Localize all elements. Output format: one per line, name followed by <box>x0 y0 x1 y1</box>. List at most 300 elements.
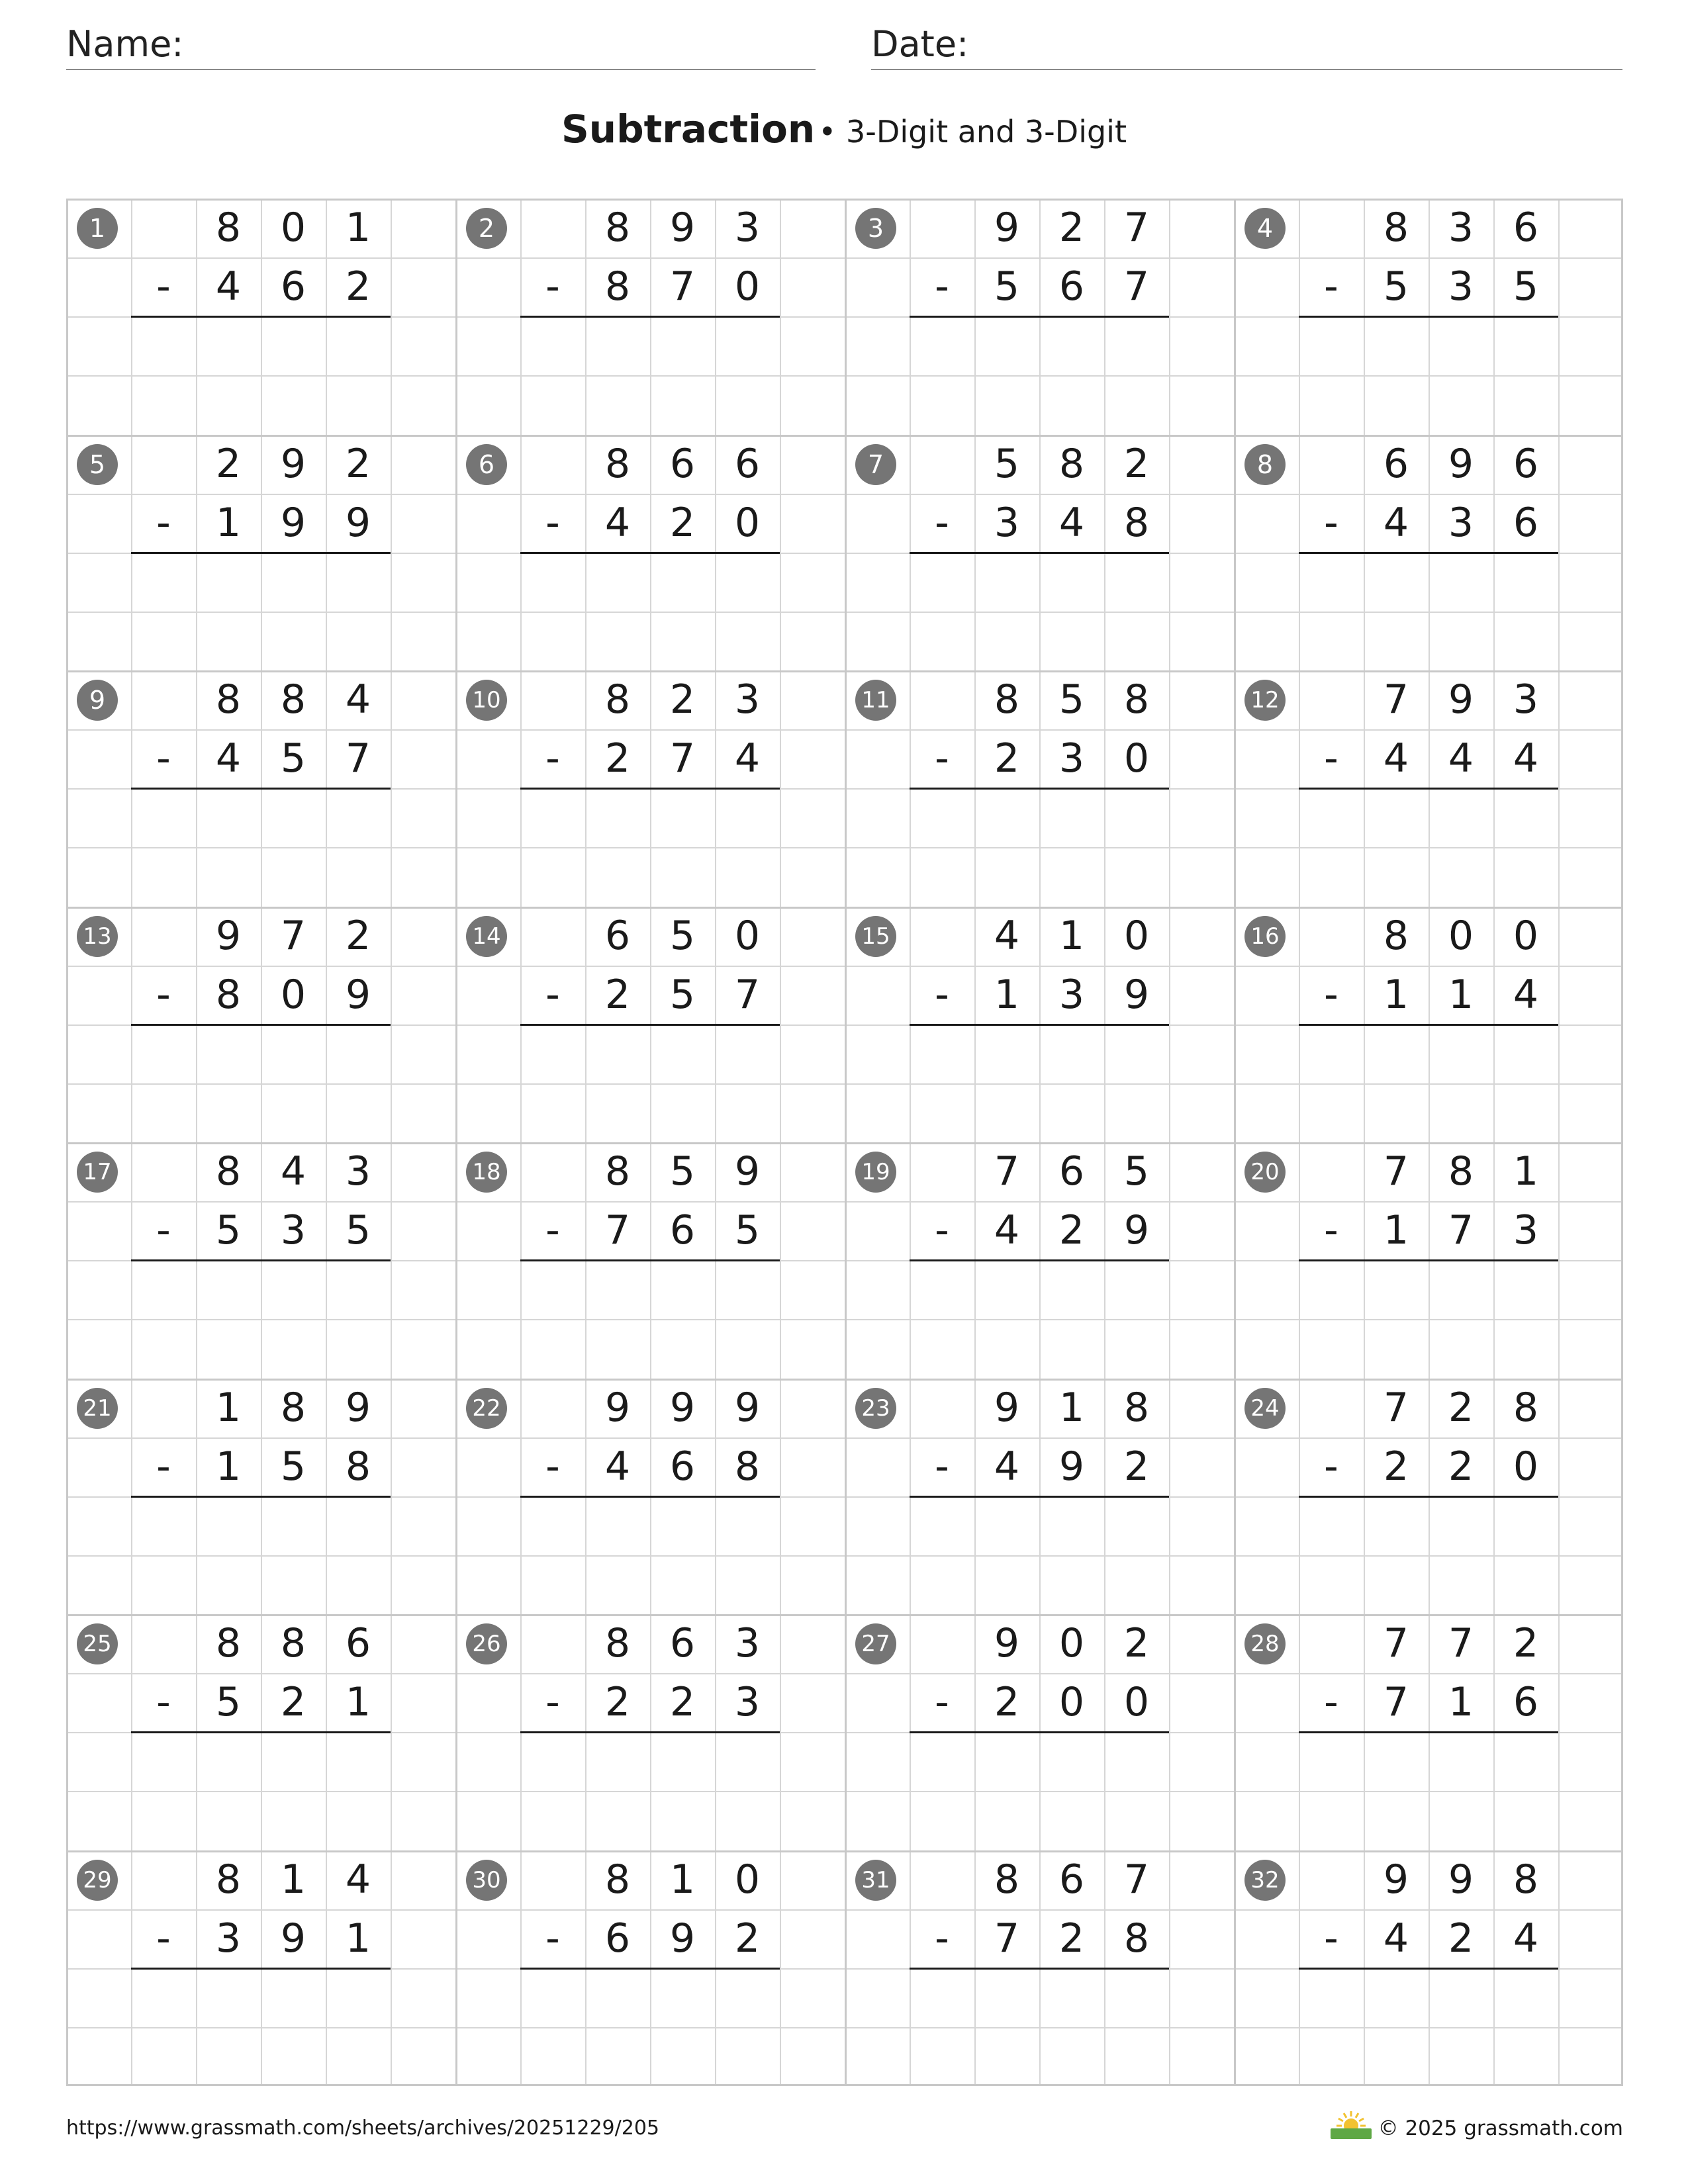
minuend-digit: 8 <box>994 1856 1020 1903</box>
minuend-digit: 2 <box>345 912 371 959</box>
minuend-digit: 1 <box>1058 1384 1085 1431</box>
subtrahend-digit: 4 <box>604 499 631 546</box>
subtrahend-digit: 2 <box>604 735 631 782</box>
problem-number-badge: 24 <box>1244 1388 1286 1429</box>
grid-line <box>66 1555 455 1557</box>
subtrahend-digit: 3 <box>1448 263 1474 310</box>
block-border <box>66 1614 1623 1616</box>
subtrahend-digit: 1 <box>1448 971 1474 1018</box>
subtrahend-digit: 4 <box>1513 971 1539 1018</box>
subtrahend-digit: 5 <box>669 971 696 1018</box>
minuend-digit: 8 <box>1513 1856 1539 1903</box>
minuend-digit: 9 <box>1448 1856 1474 1903</box>
date-label: Date: <box>871 23 969 65</box>
problem-31 <box>845 1850 1234 2087</box>
problem-32 <box>1234 1850 1623 2087</box>
problem-17 <box>66 1142 455 1379</box>
minuend-digit: 1 <box>1058 912 1085 959</box>
minuend-digit: 6 <box>1513 205 1539 251</box>
problem-number-badge: 29 <box>77 1860 118 1901</box>
subtrahend-digit: 0 <box>1058 1679 1085 1725</box>
subtrahend-digit: 9 <box>1058 1443 1085 1490</box>
minuend-digit: 5 <box>669 1148 696 1195</box>
minus-sign: - <box>1324 1915 1338 1962</box>
minus-sign: - <box>1324 1207 1338 1253</box>
answer-line <box>1299 552 1558 554</box>
answer-line <box>910 1024 1169 1026</box>
minuend-digit: 9 <box>994 205 1020 251</box>
subtrahend-digit: 3 <box>1058 735 1085 782</box>
minuend-digit: 6 <box>1058 1148 1085 1195</box>
problem-number-badge: 1 <box>77 208 118 249</box>
grid-line <box>1234 1555 1623 1557</box>
minuend-digit: 4 <box>345 1856 371 1903</box>
subtrahend-digit: 5 <box>734 1207 761 1253</box>
problem-1 <box>66 199 455 435</box>
title-subtitle: • 3-Digit and 3-Digit <box>818 114 1127 150</box>
grid-line <box>1234 847 1623 848</box>
minuend-digit: 9 <box>734 1384 761 1431</box>
answer-line <box>910 1731 1169 1733</box>
answer-line <box>1299 1968 1558 1970</box>
subtrahend-digit: 6 <box>280 263 306 310</box>
answer-line <box>520 1259 780 1261</box>
subtrahend-digit: 4 <box>994 1443 1020 1490</box>
minuend-digit: 4 <box>280 1148 306 1195</box>
minuend-digit: 7 <box>994 1148 1020 1195</box>
problem-number-badge: 32 <box>1244 1860 1286 1901</box>
minuend-digit: 9 <box>669 205 696 251</box>
minus-sign: - <box>156 499 171 546</box>
grid-line <box>66 375 455 377</box>
minus-sign: - <box>935 971 949 1018</box>
minuend-digit: 8 <box>1513 1384 1539 1431</box>
answer-line <box>910 1496 1169 1498</box>
subtrahend-digit: 1 <box>994 971 1020 1018</box>
block-border <box>66 199 1623 201</box>
answer-line <box>131 552 391 554</box>
minuend-digit: 8 <box>215 1620 242 1666</box>
minus-sign: - <box>545 1679 560 1725</box>
minus-sign: - <box>156 263 171 310</box>
problem-number-badge: 21 <box>77 1388 118 1429</box>
answer-line <box>131 788 391 790</box>
footer-copyright: © 2025 grassmath.com <box>1378 2116 1623 2140</box>
subtrahend-digit: 0 <box>1123 735 1150 782</box>
grid-line <box>455 2027 845 2028</box>
grid-line <box>845 1319 1234 1320</box>
minuend-digit: 3 <box>1513 676 1539 723</box>
problem-19 <box>845 1142 1234 1379</box>
block-border <box>66 435 1623 437</box>
minus-sign: - <box>545 1915 560 1962</box>
minuend-digit: 7 <box>1123 205 1150 251</box>
problem-number-badge: 22 <box>466 1388 507 1429</box>
answer-line <box>910 552 1169 554</box>
answer-line <box>910 1968 1169 1970</box>
subtrahend-digit: 2 <box>994 735 1020 782</box>
subtrahend-digit: 4 <box>1058 499 1085 546</box>
subtrahend-digit: 1 <box>345 1679 371 1725</box>
grid-line <box>1234 1319 1623 1320</box>
name-field[interactable] <box>66 20 816 70</box>
subtrahend-digit: 2 <box>1123 1443 1150 1490</box>
subtrahend-digit: 1 <box>345 1915 371 1962</box>
problem-number-badge: 9 <box>77 680 118 721</box>
grid-line <box>1234 375 1623 377</box>
subtrahend-digit: 2 <box>280 1679 306 1725</box>
problem-7 <box>845 435 1234 671</box>
block-border <box>66 907 1623 909</box>
minuend-digit: 0 <box>1123 912 1150 959</box>
subtrahend-digit: 7 <box>994 1915 1020 1962</box>
minuend-digit: 3 <box>734 676 761 723</box>
minuend-digit: 2 <box>1448 1384 1474 1431</box>
minuend-digit: 8 <box>215 1148 242 1195</box>
problem-2 <box>455 199 845 435</box>
problem-number-badge: 27 <box>855 1623 896 1664</box>
minuend-digit: 1 <box>1513 1148 1539 1195</box>
problem-14 <box>455 907 845 1143</box>
minuend-digit: 3 <box>734 205 761 251</box>
subtrahend-digit: 2 <box>604 1679 631 1725</box>
problem-number-badge: 3 <box>855 208 896 249</box>
minuend-digit: 2 <box>1513 1620 1539 1666</box>
grid-line <box>66 1791 455 1792</box>
answer-line <box>520 1496 780 1498</box>
problem-number-badge: 18 <box>466 1152 507 1193</box>
problem-16 <box>1234 907 1623 1143</box>
answer-line <box>1299 1731 1558 1733</box>
subtrahend-digit: 9 <box>345 499 371 546</box>
minuend-digit: 8 <box>604 1148 631 1195</box>
subtrahend-digit: 9 <box>1123 971 1150 1018</box>
minuend-digit: 9 <box>345 1384 371 1431</box>
subtrahend-digit: 3 <box>1513 1207 1539 1253</box>
subtrahend-digit: 3 <box>280 1207 306 1253</box>
block-border <box>66 1142 1623 1144</box>
grid-line <box>845 1555 1234 1557</box>
grid-line <box>66 1319 455 1320</box>
title-main: Subtraction <box>561 107 816 152</box>
problem-20 <box>1234 1142 1623 1379</box>
minuend-digit: 9 <box>1448 440 1474 487</box>
subtrahend-digit: 7 <box>669 735 696 782</box>
subtrahend-digit: 7 <box>1448 1207 1474 1253</box>
minuend-digit: 8 <box>1123 676 1150 723</box>
grid-line <box>455 1791 845 1792</box>
subtrahend-digit: 6 <box>1513 499 1539 546</box>
subtrahend-digit: 0 <box>1513 1443 1539 1490</box>
minuend-digit: 8 <box>1448 1148 1474 1195</box>
problem-21 <box>66 1379 455 1615</box>
problem-number-badge: 5 <box>77 444 118 485</box>
subtrahend-digit: 3 <box>215 1915 242 1962</box>
problem-4 <box>1234 199 1623 435</box>
minus-sign: - <box>1324 1443 1338 1490</box>
subtrahend-digit: 4 <box>604 1443 631 1490</box>
minuend-digit: 0 <box>1448 912 1474 959</box>
answer-line <box>1299 1496 1558 1498</box>
subtrahend-digit: 8 <box>734 1443 761 1490</box>
worksheet-title <box>0 99 1688 159</box>
subtrahend-digit: 7 <box>1123 263 1150 310</box>
minuend-digit: 9 <box>1383 1856 1409 1903</box>
problem-number-badge: 20 <box>1244 1152 1286 1193</box>
subtrahend-digit: 2 <box>1058 1915 1085 1962</box>
minuend-digit: 8 <box>280 1620 306 1666</box>
minuend-digit: 7 <box>1448 1620 1474 1666</box>
problem-number-badge: 16 <box>1244 916 1286 957</box>
minuend-digit: 2 <box>669 676 696 723</box>
problem-number-badge: 19 <box>855 1152 896 1193</box>
grid-line <box>455 847 845 848</box>
problem-number-badge: 7 <box>855 444 896 485</box>
subtrahend-digit: 4 <box>215 263 242 310</box>
minuend-digit: 8 <box>604 676 631 723</box>
minuend-digit: 1 <box>215 1384 242 1431</box>
problem-8 <box>1234 435 1623 671</box>
problem-25 <box>66 1614 455 1850</box>
minuend-digit: 9 <box>734 1148 761 1195</box>
subtrahend-digit: 6 <box>669 1443 696 1490</box>
problem-grid <box>66 199 1623 2086</box>
subtrahend-digit: 5 <box>994 263 1020 310</box>
minuend-digit: 0 <box>734 912 761 959</box>
minuend-digit: 5 <box>669 912 696 959</box>
answer-line <box>520 788 780 790</box>
subtrahend-digit: 2 <box>994 1679 1020 1725</box>
minuend-digit: 3 <box>345 1148 371 1195</box>
grid-line <box>1234 612 1623 613</box>
subtrahend-digit: 5 <box>280 735 306 782</box>
problem-number-badge: 25 <box>77 1623 118 1664</box>
grid-line <box>845 1083 1234 1085</box>
minus-sign: - <box>1324 735 1338 782</box>
minuend-digit: 8 <box>215 205 242 251</box>
minuend-digit: 8 <box>604 1856 631 1903</box>
answer-line <box>131 1968 391 1970</box>
answer-line <box>131 316 391 318</box>
date-field[interactable] <box>871 20 1622 70</box>
problem-number-badge: 2 <box>466 208 507 249</box>
subtrahend-digit: 8 <box>215 971 242 1018</box>
minuend-digit: 8 <box>215 676 242 723</box>
block-border <box>66 1379 1623 1381</box>
subtrahend-digit: 2 <box>1448 1915 1474 1962</box>
problem-15 <box>845 907 1234 1143</box>
minuend-digit: 6 <box>1513 440 1539 487</box>
minus-sign: - <box>935 1915 949 1962</box>
subtrahend-digit: 2 <box>604 971 631 1018</box>
minus-sign: - <box>156 1679 171 1725</box>
subtrahend-digit: 2 <box>669 499 696 546</box>
answer-line <box>1299 1259 1558 1261</box>
minus-sign: - <box>156 1207 171 1253</box>
problem-27 <box>845 1614 1234 1850</box>
subtrahend-digit: 5 <box>345 1207 371 1253</box>
minus-sign: - <box>935 1443 949 1490</box>
subtrahend-digit: 3 <box>1448 499 1474 546</box>
subtrahend-digit: 4 <box>1448 735 1474 782</box>
minuend-digit: 1 <box>669 1856 696 1903</box>
problem-number-badge: 11 <box>855 680 896 721</box>
minuend-digit: 6 <box>669 1620 696 1666</box>
subtrahend-digit: 1 <box>215 1443 242 1490</box>
minus-sign: - <box>545 1207 560 1253</box>
grid-line <box>845 612 1234 613</box>
minuend-digit: 6 <box>669 440 696 487</box>
grid-line <box>845 2027 1234 2028</box>
subtrahend-digit: 9 <box>345 971 371 1018</box>
subtrahend-digit: 6 <box>604 1915 631 1962</box>
minuend-digit: 4 <box>994 912 1020 959</box>
minuend-digit: 8 <box>994 676 1020 723</box>
subtrahend-digit: 2 <box>734 1915 761 1962</box>
subtrahend-digit: 5 <box>215 1207 242 1253</box>
minuend-digit: 8 <box>215 1856 242 1903</box>
subtrahend-digit: 5 <box>215 1679 242 1725</box>
problem-12 <box>1234 670 1623 907</box>
problem-13 <box>66 907 455 1143</box>
problem-number-badge: 12 <box>1244 680 1286 721</box>
minus-sign: - <box>1324 499 1338 546</box>
problem-23 <box>845 1379 1234 1615</box>
answer-line <box>520 316 780 318</box>
minuend-digit: 6 <box>604 912 631 959</box>
sun-ray <box>1338 2118 1343 2121</box>
minuend-digit: 6 <box>1383 440 1409 487</box>
subtrahend-digit: 8 <box>345 1443 371 1490</box>
minuend-digit: 0 <box>280 205 306 251</box>
problem-number-badge: 17 <box>77 1152 118 1193</box>
minuend-digit: 7 <box>1383 1620 1409 1666</box>
minuend-digit: 1 <box>345 205 371 251</box>
subtrahend-digit: 6 <box>1058 263 1085 310</box>
subtrahend-digit: 9 <box>1123 1207 1150 1253</box>
minuend-digit: 5 <box>994 440 1020 487</box>
subtrahend-digit: 4 <box>1513 735 1539 782</box>
grid-line <box>455 612 845 613</box>
grid-line <box>455 1083 845 1085</box>
minus-sign: - <box>935 499 949 546</box>
block-border <box>66 2084 1623 2086</box>
subtrahend-digit: 7 <box>669 263 696 310</box>
subtrahend-digit: 9 <box>280 1915 306 1962</box>
subtrahend-digit: 2 <box>345 263 371 310</box>
subtrahend-digit: 4 <box>1383 1915 1409 1962</box>
minuend-digit: 5 <box>1058 676 1085 723</box>
answer-line <box>520 1731 780 1733</box>
minuend-digit: 1 <box>280 1856 306 1903</box>
subtrahend-digit: 6 <box>1513 1679 1539 1725</box>
minus-sign: - <box>1324 263 1338 310</box>
sun-ray <box>1344 2113 1346 2118</box>
subtrahend-digit: 7 <box>345 735 371 782</box>
minuend-digit: 9 <box>669 1384 696 1431</box>
problem-number-badge: 23 <box>855 1388 896 1429</box>
problem-number-badge: 15 <box>855 916 896 957</box>
subtrahend-digit: 2 <box>1383 1443 1409 1490</box>
problem-9 <box>66 670 455 907</box>
minuend-digit: 8 <box>604 205 631 251</box>
subtrahend-digit: 7 <box>1383 1679 1409 1725</box>
subtrahend-digit: 0 <box>280 971 306 1018</box>
subtrahend-digit: 8 <box>1123 1915 1150 1962</box>
grid-line <box>845 375 1234 377</box>
answer-line <box>131 1259 391 1261</box>
grid-line <box>66 612 455 613</box>
subtrahend-digit: 4 <box>215 735 242 782</box>
minuend-digit: 8 <box>604 1620 631 1666</box>
minuend-digit: 7 <box>1383 676 1409 723</box>
minus-sign: - <box>545 263 560 310</box>
problem-5 <box>66 435 455 671</box>
minuend-digit: 8 <box>280 676 306 723</box>
minuend-digit: 5 <box>1123 1148 1150 1195</box>
problem-number-badge: 10 <box>466 680 507 721</box>
minus-sign: - <box>935 1207 949 1253</box>
problem-number-badge: 14 <box>466 916 507 957</box>
problem-3 <box>845 199 1234 435</box>
minus-sign: - <box>545 971 560 1018</box>
subtrahend-digit: 5 <box>1513 263 1539 310</box>
minuend-digit: 7 <box>1123 1856 1150 1903</box>
minus-sign: - <box>935 735 949 782</box>
minuend-digit: 7 <box>280 912 306 959</box>
answer-line <box>910 788 1169 790</box>
grid-line <box>1234 1791 1623 1792</box>
footer-url: https://www.grassmath.com/sheets/archives/20251229/205 <box>66 2116 660 2140</box>
subtrahend-digit: 2 <box>669 1679 696 1725</box>
problem-11 <box>845 670 1234 907</box>
subtrahend-digit: 2 <box>1448 1443 1474 1490</box>
answer-line <box>1299 788 1558 790</box>
subtrahend-digit: 1 <box>1448 1679 1474 1725</box>
problem-number-badge: 4 <box>1244 208 1286 249</box>
problem-6 <box>455 435 845 671</box>
grid-line <box>66 1083 455 1085</box>
problem-number-badge: 6 <box>466 444 507 485</box>
minuend-digit: 3 <box>1448 205 1474 251</box>
grid-line <box>845 1791 1234 1792</box>
minuend-digit: 0 <box>1513 912 1539 959</box>
problem-28 <box>1234 1614 1623 1850</box>
minuend-digit: 0 <box>734 1856 761 1903</box>
problem-10 <box>455 670 845 907</box>
sun-over-grass-icon <box>1328 2109 1374 2140</box>
minuend-digit: 7 <box>1383 1384 1409 1431</box>
minuend-digit: 9 <box>215 912 242 959</box>
grid-line <box>1234 1083 1623 1085</box>
subtrahend-digit: 0 <box>1123 1679 1150 1725</box>
problem-number-badge: 28 <box>1244 1623 1286 1664</box>
minuend-digit: 2 <box>345 440 371 487</box>
grid-line <box>455 375 845 377</box>
minus-sign: - <box>545 499 560 546</box>
problem-24 <box>1234 1379 1623 1615</box>
sun-ray <box>1359 2118 1364 2121</box>
minuend-digit: 2 <box>1058 205 1085 251</box>
block-border <box>66 1850 1623 1852</box>
minus-sign: - <box>935 1679 949 1725</box>
block-border <box>66 670 1623 672</box>
answer-line <box>520 1024 780 1026</box>
minus-sign: - <box>156 1443 171 1490</box>
subtrahend-digit: 3 <box>734 1679 761 1725</box>
problem-30 <box>455 1850 845 2087</box>
grid-line <box>455 1555 845 1557</box>
